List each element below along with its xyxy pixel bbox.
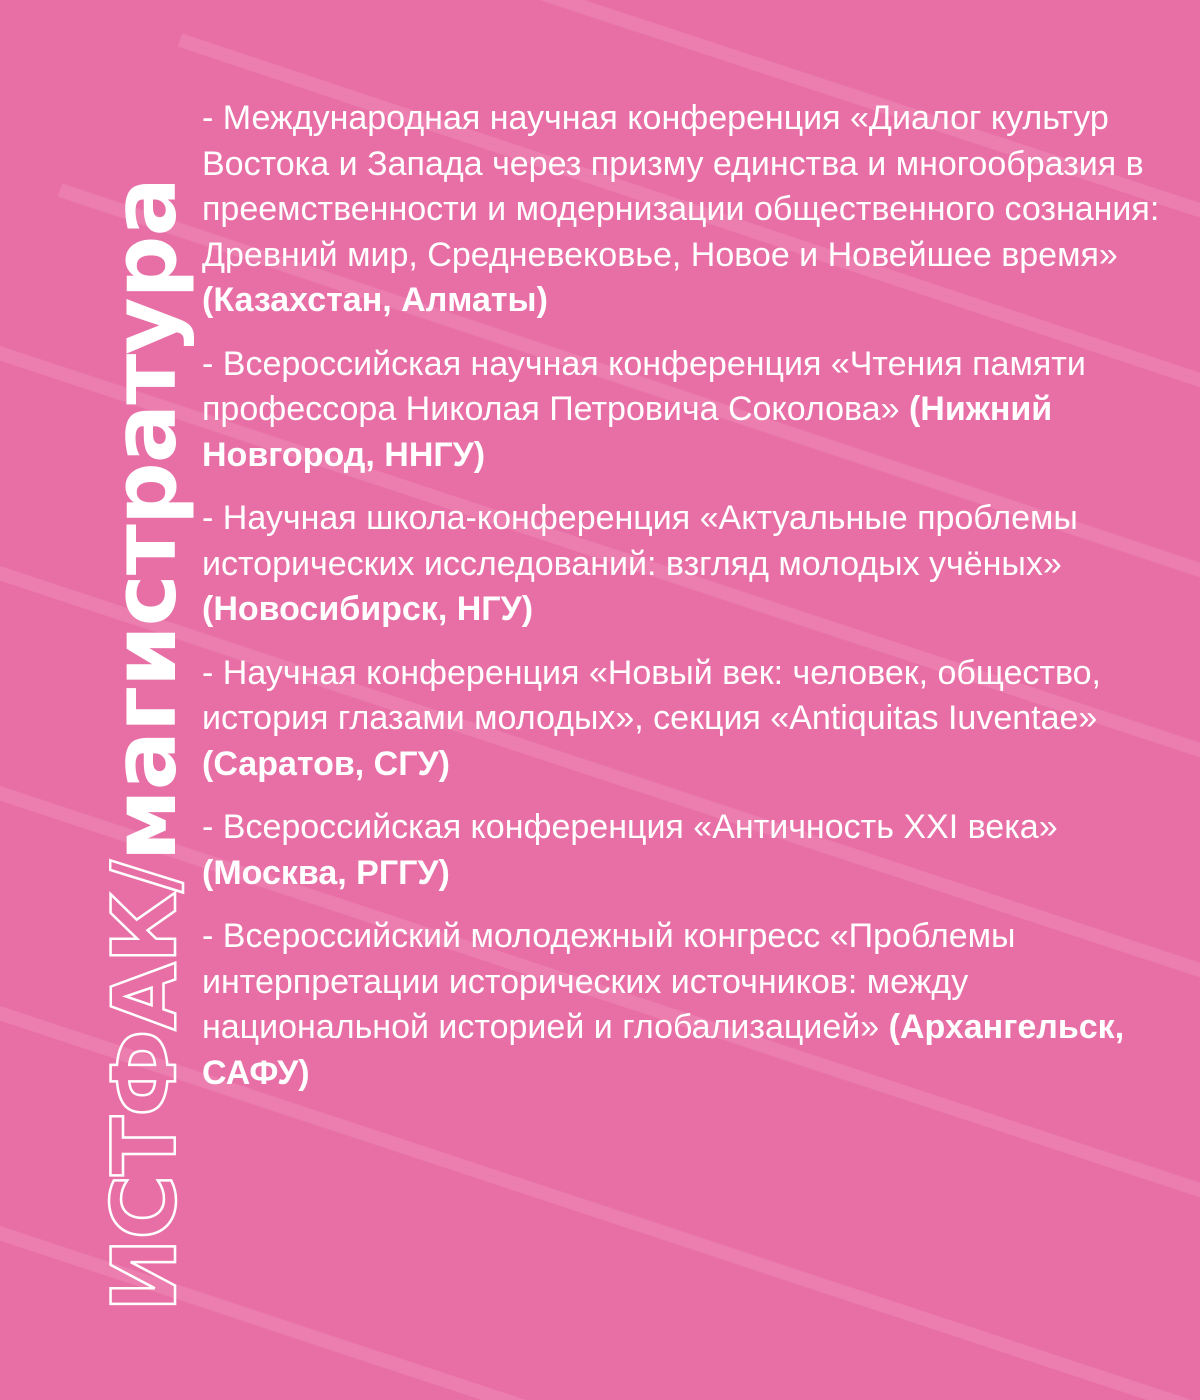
conference-entry-nizhny-novgorod [202, 342, 1177, 479]
conference-location: (Москва, РГГУ) [202, 853, 450, 892]
conference-entry-saratov [202, 651, 1177, 788]
conference-description: - Научная школа-конференция «Актуальные проблемы исторических исследований: взгляд молодых учёных» [202, 499, 1078, 583]
conference-location: (Казахстан, Алматы) [202, 281, 548, 319]
conference-location: (Саратов, СГУ) [202, 744, 450, 783]
conference-location: (Архангельск, САФУ) [202, 1008, 1125, 1092]
conference-location: (Новосибирск, НГУ) [202, 590, 534, 628]
conference-description: - Всероссийский молодежный конгресс «Проблемы интерпретации исторических источников: между национальной историей и глобализацией» [202, 917, 1016, 1046]
side-title-outline: ИСТФАК/ [93, 861, 196, 1312]
conference-description: - Научная конференция «Новый век: человек, общество, история глазами молодых», секция «Antiquitas Iuventae» [202, 653, 1101, 737]
conference-entry-novosibirsk [202, 496, 1177, 633]
side-title [0, 0, 196, 1312]
conference-entry-moscow [202, 805, 1177, 896]
conference-location: (Нижний Новгород, ННГУ) [202, 390, 1053, 474]
conference-entry-almaty [202, 96, 1177, 324]
conference-description: - Международная научная конференция «Диалог культур Востока и Запада через призму единства и многообразия в преемственности и модернизации общественного сознания: Древний мир, Средневековье, Новое и Новейшее время» [202, 99, 1160, 274]
conference-entry-arkhangelsk [202, 914, 1177, 1096]
conference-list [202, 96, 1177, 1114]
conference-description: - Всероссийская научная конференция «Чтения памяти профессора Николая Петровича Соколова» [202, 344, 1086, 428]
conference-description: - Всероссийская конференция «Античность XXI века» [202, 808, 1058, 846]
side-title-text [93, 178, 196, 1312]
side-title-solid: магистратура [93, 178, 196, 862]
